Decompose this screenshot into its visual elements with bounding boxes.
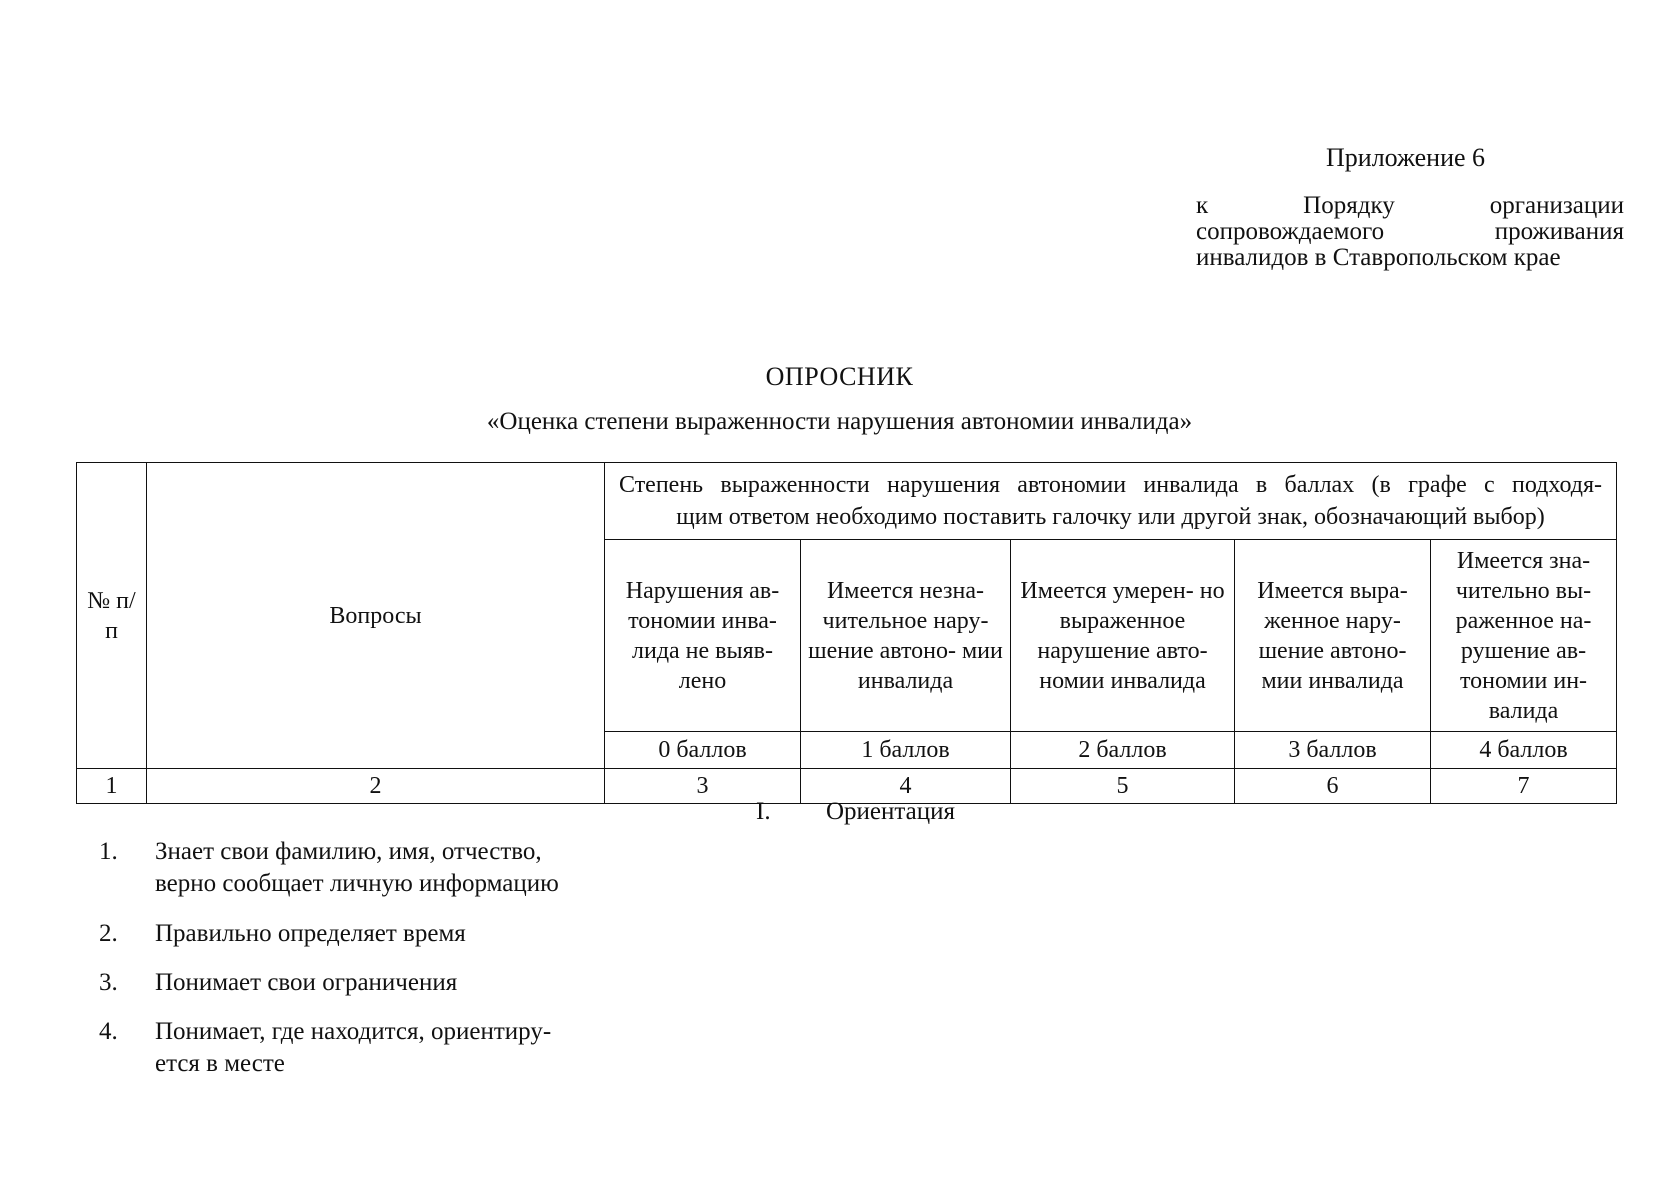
document-subtitle: «Оценка степени выраженности нарушения автономии инвалида» <box>486 408 1193 435</box>
level-points-0: 0 баллов <box>605 732 801 769</box>
appendix-subtitle-line: к Порядку организации <box>1196 192 1624 219</box>
appendix-subtitle-line: сопровождаемого проживания <box>1196 218 1624 245</box>
document-title: ОПРОСНИК <box>765 362 914 391</box>
level-label-3: Имеется выра- женное нару- шение автоно- мии инвалида <box>1235 540 1431 732</box>
column-header-questions: Вопросы <box>147 463 605 769</box>
section-number: I. <box>756 798 771 825</box>
column-number: 2 <box>147 769 605 804</box>
level-label-1: Имеется незна- чительное нару- шение автоно- мии инвалида <box>801 540 1011 732</box>
question-text-line: Правильно определяет время <box>155 920 466 947</box>
level-points-3: 3 баллов <box>1235 732 1431 769</box>
question-number: 2. <box>99 920 118 947</box>
column-number: 4 <box>801 769 1011 804</box>
level-points-1: 1 баллов <box>801 732 1011 769</box>
question-number: 4. <box>99 1018 118 1045</box>
question-text-line: верно сообщает личную информацию <box>155 870 559 897</box>
question-text-line: Понимает свои ограничения <box>155 969 458 996</box>
question-number: 3. <box>99 969 118 996</box>
column-number: 5 <box>1011 769 1235 804</box>
question-text <box>155 836 593 900</box>
level-points-4: 4 баллов <box>1431 732 1617 769</box>
appendix-title: Приложение 6 <box>1326 143 1486 172</box>
column-number: 3 <box>605 769 801 804</box>
question-text <box>155 918 593 950</box>
column-number: 7 <box>1431 769 1617 804</box>
column-group-header-line: Степень выраженности нарушения автономии инвалида в баллах (в графе с подходя- <box>619 472 1602 498</box>
appendix-subtitle-line: инвалидов в Ставропольском крае <box>1196 244 1561 271</box>
column-header-number: № п/п <box>77 463 147 769</box>
section-heading <box>756 798 955 826</box>
question-number: 1. <box>99 838 118 865</box>
question-text-line: ется в месте <box>155 1050 285 1077</box>
column-group-header <box>605 463 1617 540</box>
appendix-subtitle <box>1196 193 1624 271</box>
column-number: 6 <box>1235 769 1431 804</box>
level-points-2: 2 баллов <box>1011 732 1235 769</box>
question-text <box>155 1016 593 1080</box>
section-title: Ориентация <box>826 798 955 825</box>
question-text-line: Понимает, где находится, ориентиру- <box>155 1018 552 1045</box>
column-group-header-line: щим ответом необходимо поставить галочку или другой знак, обозначающий выбор) <box>676 504 1545 530</box>
column-number: 1 <box>77 769 147 804</box>
question-text-line: Знает свои фамилию, имя, отчество, <box>155 838 542 865</box>
questionnaire-table <box>76 462 1617 804</box>
level-label-4: Имеется зна- чительно вы- раженное на- рушение ав- тономии ин- валида <box>1431 540 1617 732</box>
level-label-2: Имеется умерен- но выраженное нарушение авто- номии инвалида <box>1011 540 1235 732</box>
level-label-0: Нарушения ав- тономии инва- лида не выяв- лено <box>605 540 801 732</box>
question-text <box>155 967 593 999</box>
